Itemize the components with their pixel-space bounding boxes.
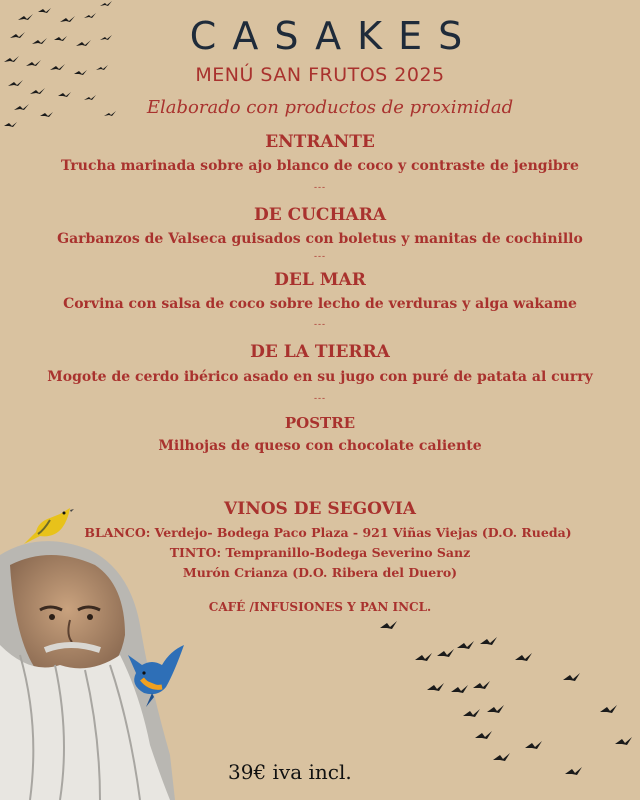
menu-tagline: Elaborado con productos de proximidad bbox=[146, 97, 514, 118]
dish-entrante: Trucha marinada sobre ajo blanco de coco y contraste de jengibre bbox=[61, 158, 579, 174]
wines-title: VINOS DE SEGOVIA bbox=[224, 499, 416, 519]
brand-logo-text: CASAKES bbox=[189, 14, 479, 58]
dish-de-la-tierra: Mogote de cerdo ibérico asado en su jugo con puré de patata al curry bbox=[47, 369, 593, 385]
birds-flock-bottom-right bbox=[375, 620, 640, 790]
section-title-postre: POSTRE bbox=[284, 414, 356, 432]
section-title-del-mar: DEL MAR bbox=[274, 270, 366, 290]
dish-de-cuchara: Garbanzos de Valseca guisados con boletus y manitas de cochinillo bbox=[57, 231, 583, 247]
separator: --- bbox=[313, 394, 327, 404]
section-title-entrante: ENTRANTE bbox=[265, 132, 375, 152]
menu-subtitle: MENÚ SAN FRUTOS 2025 bbox=[195, 64, 445, 86]
wine-line-crianza: Murón Crianza (D.O. Ribera del Duero) bbox=[182, 565, 458, 580]
wine-line-blanco: BLANCO: Verdejo- Bodega Paco Plaza - 921 Viñas Viejas (D.O. Rueda) bbox=[84, 525, 572, 540]
section-title-de-la-tierra: DE LA TIERRA bbox=[250, 342, 390, 362]
separator: --- bbox=[313, 320, 327, 330]
wine-line-tinto: TINTO: Tempranillo-Bodega Severino Sanz bbox=[169, 545, 471, 560]
separator: --- bbox=[313, 252, 327, 262]
separator: --- bbox=[313, 183, 327, 193]
menu-price: 39€ iva incl. bbox=[228, 760, 352, 784]
extras-included: CAFÉ /INFUSIONES Y PAN INCL. bbox=[208, 600, 432, 614]
dish-postre: Milhojas de queso con chocolate caliente bbox=[158, 438, 482, 454]
blue-bird-icon bbox=[122, 643, 188, 709]
section-title-de-cuchara: DE CUCHARA bbox=[253, 205, 387, 225]
dish-del-mar: Corvina con salsa de coco sobre lecho de verduras y alga wakame bbox=[63, 296, 577, 312]
